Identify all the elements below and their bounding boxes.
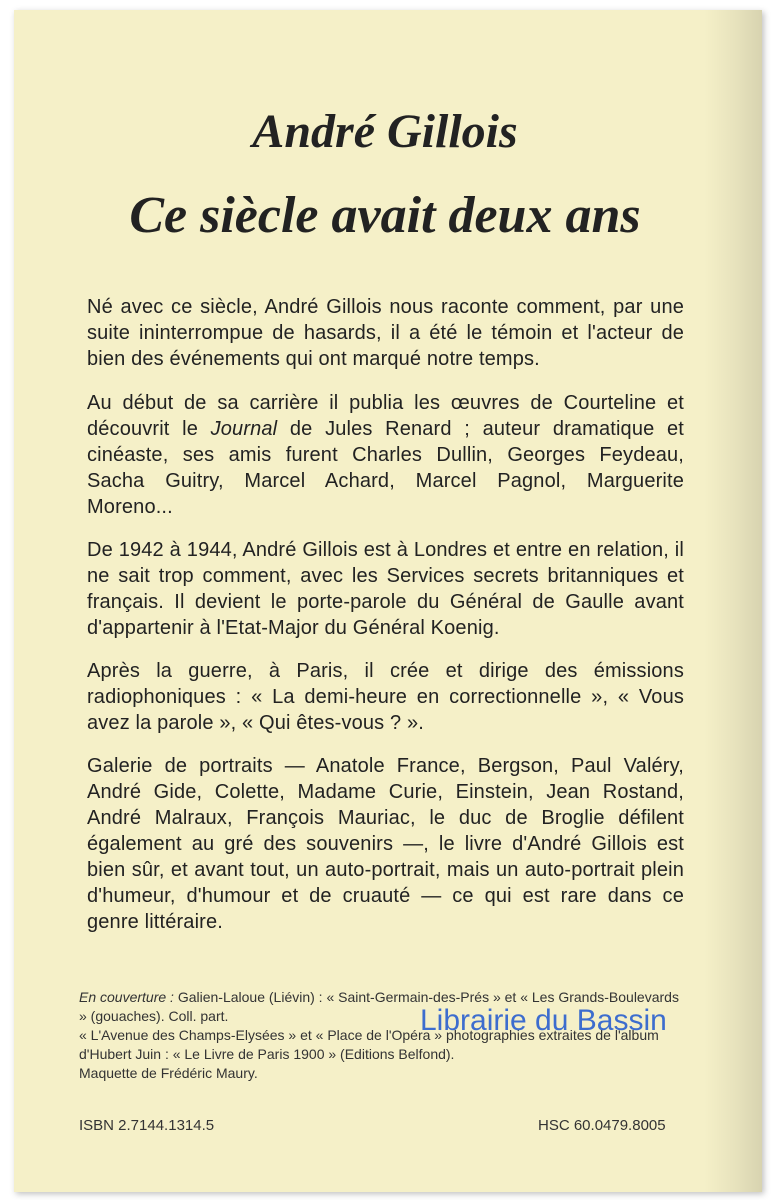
credits-label: En couverture : — [79, 989, 174, 1005]
hsc-code: HSC 60.0479.8005 — [538, 1117, 666, 1134]
paragraph-portraits: Galerie de portraits — Anatole France, Bergson, Paul Valéry, André Gide, Colette, Madame Curie, Einstein, Jean Rostand, André Malraux, François Mauriac, le duc de Broglie défilent également au gré des souvenirs —, le livre d'André Gillois est bien sûr, et avant tout, un auto-portrait, mais un auto-portrait plein d'humeur, d'humour et de cruauté — ce qui est rare dans ce genre littéraire. — [87, 755, 684, 933]
credits-line-3: Maquette de Frédéric Maury. — [79, 1065, 258, 1081]
paragraph-london: De 1942 à 1944, André Gillois est à Londres et entre en relation, il ne sait trop comment, avec les Services secrets britanniques et français. Il devient le porte-parole du Général de Gaulle avant d'appartenir à l'Etat-Major du Général Koenig. — [87, 539, 684, 639]
paragraph-career-text-a: Au début de sa carrière il publia les œuvres de Courteline et découvrit le — [87, 392, 684, 440]
credits-line-1: Galien-Laloue (Liévin) : « Saint-Germain-des-Prés » et « Les Grands-Boulevards » (gouaches). Coll. part. — [79, 989, 679, 1024]
paragraph-career-text-b: de Jules Renard ; auteur dramatique et cinéaste, ses amis furent Charles Dullin, Georges Feydeau, Sacha Guitry, Marcel Achard, Marcel Pagnol, Marguerite Moreno... — [87, 418, 684, 518]
bookseller-watermark: Librairie du Bassin — [420, 1004, 667, 1037]
paragraph-career — [87, 390, 684, 520]
author-name: André Gillois — [252, 105, 518, 158]
paragraph-radio: Après la guerre, à Paris, il crée et dirige des émissions radiophoniques : « La demi-heure en correctionnelle », « Vous avez la parole », « Qui êtes-vous ? ». — [87, 660, 684, 734]
journal-title: Journal — [210, 418, 278, 440]
isbn-code: ISBN 2.7144.1314.5 — [79, 1117, 215, 1134]
book-title: Ce siècle avait deux ans — [129, 187, 641, 244]
credits-line-2: « L'Avenue des Champs-Elysées » et « Place de l'Opéra » photographies extraites de l'album d'Hubert Juin : « Le Livre de Paris 1900 » (Editions Belfond). — [79, 1027, 659, 1062]
paragraph-intro: Né avec ce siècle, André Gillois nous raconte comment, par une suite ininterrompue de hasards, il a été le témoin et l'acteur de bien des événements qui ont marqué notre temps. — [87, 296, 684, 370]
